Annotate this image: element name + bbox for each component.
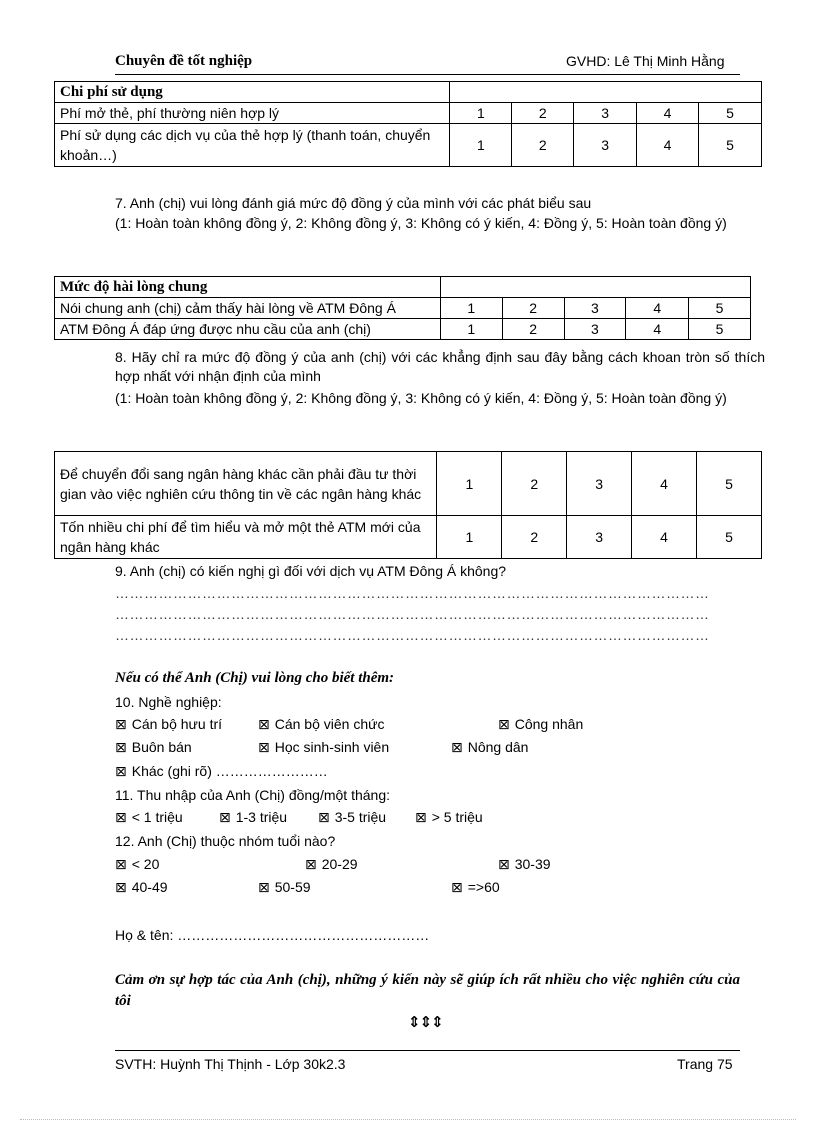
score-5[interactable]: 5 bbox=[689, 298, 751, 319]
checkbox-icon: ⊠ bbox=[115, 739, 127, 755]
score-3[interactable]: 3 bbox=[574, 124, 637, 167]
checkbox-icon: ⊠ bbox=[498, 716, 510, 732]
option-age-30-39[interactable]: ⊠ 30-39 bbox=[498, 856, 551, 872]
checkbox-icon: ⊠ bbox=[415, 809, 427, 825]
table-row bbox=[55, 319, 751, 340]
option-trader[interactable]: ⊠ Buôn bán bbox=[115, 739, 192, 755]
checkbox-icon: ⊠ bbox=[258, 739, 270, 755]
checkbox-icon: ⊠ bbox=[451, 879, 463, 895]
checkbox-icon: ⊠ bbox=[258, 716, 270, 732]
option-worker[interactable]: ⊠ Công nhân bbox=[498, 716, 584, 732]
score-2[interactable]: 2 bbox=[512, 124, 574, 167]
thanks-note: Cảm ơn sự hợp tác của Anh (chị), những ý kiến này sẽ giúp ích rất nhiều cho việc nghiên cứu của tôi bbox=[115, 972, 740, 1009]
score-5[interactable]: 5 bbox=[699, 103, 762, 124]
table-row bbox=[55, 103, 762, 124]
score-1[interactable]: 1 bbox=[440, 298, 502, 319]
checkbox-icon: ⊠ bbox=[115, 716, 127, 732]
score-3[interactable]: 3 bbox=[567, 452, 632, 516]
option-income-1-3[interactable]: ⊠ 1-3 triệu bbox=[219, 809, 288, 825]
table-row bbox=[55, 277, 751, 298]
score-5[interactable]: 5 bbox=[689, 319, 751, 340]
question-8-legend: (1: Hoàn toàn không đồng ý, 2: Không đồng ý, 3: Không có ý kiến, 4: Đồng ý, 5: Hoàn toàn đồng ý) bbox=[115, 390, 727, 406]
option-officer[interactable]: ⊠ Cán bộ viên chức bbox=[258, 716, 385, 732]
score-2[interactable]: 2 bbox=[502, 298, 564, 319]
question-10: 10. Nghề nghiệp: bbox=[115, 694, 222, 710]
score-4[interactable]: 4 bbox=[632, 516, 697, 559]
score-1[interactable]: 1 bbox=[450, 103, 512, 124]
table-row bbox=[55, 452, 762, 516]
footer-student: SVTH: Huỳnh Thị Thịnh - Lớp 30k2.3 bbox=[115, 1056, 346, 1072]
score-2[interactable]: 2 bbox=[502, 516, 567, 559]
option-income-lt1[interactable]: ⊠ < 1 triệu bbox=[115, 809, 183, 825]
option-age-50-59[interactable]: ⊠ 50-59 bbox=[258, 879, 311, 895]
checkbox-icon: ⊠ bbox=[498, 856, 510, 872]
score-2[interactable]: 2 bbox=[512, 103, 574, 124]
extra-heading: Nếu có thể Anh (Chị) vui lòng cho biết thêm: bbox=[115, 670, 395, 686]
question-8: 8. Hãy chỉ ra mức độ đồng ý của anh (chị) với các khẳng định sau đây bằng cách khoan tròn số thích hợp nhất với nhận định của mình bbox=[115, 349, 765, 384]
score-4[interactable]: 4 bbox=[626, 319, 689, 340]
statement: ATM Đông Á đáp ứng được nhu cầu của anh (chị) bbox=[55, 319, 441, 340]
score-1[interactable]: 1 bbox=[437, 516, 502, 559]
cost-table bbox=[54, 81, 762, 167]
table-row bbox=[55, 298, 751, 319]
score-5[interactable]: 5 bbox=[699, 124, 762, 167]
header-title: Chuyên đề tốt nghiệp bbox=[115, 53, 253, 69]
score-4[interactable]: 4 bbox=[637, 103, 699, 124]
option-other[interactable]: ⊠ Khác (ghi rõ) …………………… bbox=[115, 763, 328, 779]
statement: Phí mở thẻ, phí thường niên hợp lý bbox=[55, 103, 450, 124]
name-field[interactable]: Họ & tên: ……………………………………………… bbox=[115, 927, 430, 943]
satisfaction-table bbox=[54, 276, 751, 340]
statement: Nói chung anh (chị) cảm thấy hài lòng về ATM Đông Á bbox=[55, 298, 441, 319]
checkbox-icon: ⊠ bbox=[115, 856, 127, 872]
option-age-20-29[interactable]: ⊠ 20-29 bbox=[305, 856, 358, 872]
checkbox-icon: ⊠ bbox=[318, 809, 330, 825]
checkbox-icon: ⊠ bbox=[115, 879, 127, 895]
table-row bbox=[55, 124, 762, 167]
option-income-gt5[interactable]: ⊠ > 5 triệu bbox=[415, 809, 483, 825]
score-3[interactable]: 3 bbox=[564, 298, 626, 319]
answer-line[interactable]: …………………………………………………………………………………………………………… bbox=[115, 606, 710, 622]
section-title: Chi phí sử dụng bbox=[55, 82, 450, 103]
question-11: 11. Thu nhập của Anh (Chị) đồng/một tháng: bbox=[115, 787, 391, 803]
score-2[interactable]: 2 bbox=[502, 452, 567, 516]
score-5[interactable]: 5 bbox=[697, 516, 762, 559]
score-2[interactable]: 2 bbox=[502, 319, 564, 340]
score-1[interactable]: 1 bbox=[450, 124, 512, 167]
header-supervisor: GVHD: Lê Thị Minh Hằng bbox=[566, 53, 725, 69]
checkbox-icon: ⊠ bbox=[258, 879, 270, 895]
checkbox-icon: ⊠ bbox=[219, 809, 231, 825]
statement: Tốn nhiều chi phí để tìm hiểu và mở một thẻ ATM mới của ngân hàng khác bbox=[55, 516, 437, 559]
switching-cost-table bbox=[54, 451, 762, 559]
checkbox-icon: ⊠ bbox=[115, 809, 127, 825]
table-row bbox=[55, 516, 762, 559]
footer-rule bbox=[115, 1050, 740, 1051]
question-7-legend: (1: Hoàn toàn không đồng ý, 2: Không đồng ý, 3: Không có ý kiến, 4: Đồng ý, 5: Hoàn toàn đồng ý) bbox=[115, 215, 727, 231]
checkbox-icon: ⊠ bbox=[451, 739, 463, 755]
score-5[interactable]: 5 bbox=[697, 452, 762, 516]
option-age-40-49[interactable]: ⊠ 40-49 bbox=[115, 879, 168, 895]
score-3[interactable]: 3 bbox=[574, 103, 637, 124]
statement: Để chuyển đổi sang ngân hàng khác cần phải đầu tư thời gian vào việc nghiên cứu thông tin về các ngân hàng khác bbox=[55, 452, 437, 516]
ornament-icon: ⇕⇕⇕ bbox=[408, 1013, 443, 1031]
score-3[interactable]: 3 bbox=[567, 516, 632, 559]
option-income-3-5[interactable]: ⊠ 3-5 triệu bbox=[318, 809, 387, 825]
section-title: Mức độ hài lòng chung bbox=[55, 277, 441, 298]
question-9: 9. Anh (chị) có kiến nghị gì đối với dịch vụ ATM Đông Á không? bbox=[115, 563, 507, 579]
score-1[interactable]: 1 bbox=[437, 452, 502, 516]
question-12: 12. Anh (Chị) thuộc nhóm tuổi nào? bbox=[115, 833, 336, 849]
score-1[interactable]: 1 bbox=[440, 319, 502, 340]
checkbox-icon: ⊠ bbox=[305, 856, 317, 872]
score-4[interactable]: 4 bbox=[632, 452, 697, 516]
option-age-60plus[interactable]: ⊠ =>60 bbox=[451, 879, 500, 895]
option-age-lt20[interactable]: ⊠ < 20 bbox=[115, 856, 160, 872]
option-farmer[interactable]: ⊠ Nông dân bbox=[451, 739, 529, 755]
statement: Phí sử dụng các dịch vụ của thẻ hợp lý (thanh toán, chuyển khoản…) bbox=[55, 124, 450, 167]
score-4[interactable]: 4 bbox=[626, 298, 689, 319]
footer-page: Trang 75 bbox=[677, 1056, 733, 1072]
question-7: 7. Anh (chị) vui lòng đánh giá mức độ đồng ý của mình với các phát biểu sau bbox=[115, 195, 592, 211]
option-student[interactable]: ⊠ Học sinh-sinh viên bbox=[258, 739, 390, 755]
score-4[interactable]: 4 bbox=[637, 124, 699, 167]
header-rule bbox=[115, 74, 740, 75]
answer-line[interactable]: …………………………………………………………………………………………………………… bbox=[115, 585, 710, 601]
option-retired[interactable]: ⊠ Cán bộ hưu trí bbox=[115, 716, 223, 732]
table-row bbox=[55, 82, 762, 103]
page-edge bbox=[20, 1119, 796, 1120]
checkbox-icon: ⊠ bbox=[115, 763, 127, 779]
answer-line[interactable]: …………………………………………………………………………………………………………… bbox=[115, 627, 710, 643]
score-3[interactable]: 3 bbox=[564, 319, 626, 340]
